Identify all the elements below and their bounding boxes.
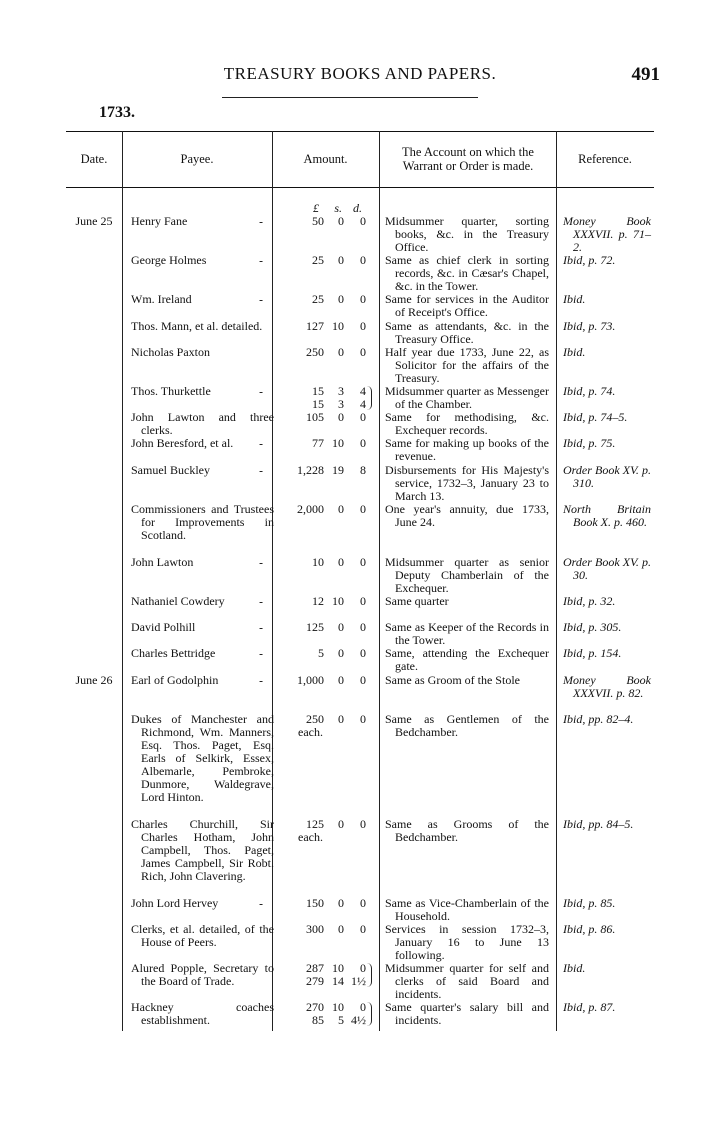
amount-line: [272, 1014, 374, 1027]
row-account: [385, 1001, 549, 1027]
row-account-text: Same as Vice-Chamberlain of the Household.: [385, 896, 549, 923]
row-payee-text: Henry Fane: [131, 214, 188, 228]
leader-dash: -: [259, 647, 264, 661]
row-payee: [131, 647, 274, 660]
row-amount: [272, 254, 374, 267]
amount-pounds: 15: [312, 384, 324, 398]
row-amount: [272, 293, 374, 306]
amount-pounds: 50: [312, 214, 324, 228]
amount-shillings: 10: [332, 1000, 344, 1014]
row-reference: [563, 293, 651, 306]
amount-line: [272, 897, 374, 910]
row-reference: [563, 897, 651, 910]
row-account-text: Same quarter's salary bill and incidents.: [385, 1000, 549, 1027]
running-title: TREASURY BOOKS AND PAPERS.: [223, 64, 497, 83]
row-account: [385, 411, 549, 437]
page-number: 491: [631, 64, 660, 85]
amount-pounds: 5: [318, 646, 324, 660]
row-account-text: Same as Keeper of the Records in the Tower.: [385, 620, 549, 647]
amount-pounds: 150: [306, 896, 324, 910]
amount-shillings: 19: [332, 463, 344, 477]
amount-shillings: 3: [338, 384, 344, 398]
row-date: June 26: [75, 673, 113, 687]
amount-pounds: 25: [312, 292, 324, 306]
row-amount: [272, 962, 374, 988]
amount-pence: 8: [360, 463, 366, 477]
leader-dash: -: [259, 293, 264, 307]
amount-line: [272, 621, 374, 634]
row-reference: [563, 464, 651, 490]
row-reference-text: Ibid, p. 74.: [563, 384, 616, 398]
year-label: 1733.: [99, 104, 135, 121]
row-reference-text: Ibid, p. 75.: [563, 436, 616, 450]
row-account-text: Same quarter: [385, 594, 449, 608]
row-amount: [272, 674, 374, 687]
amount-note: each.: [298, 830, 323, 844]
row-payee-text: Thos. Mann, et al. detailed.: [131, 319, 263, 333]
row-payee-text: Samuel Buckley: [131, 463, 210, 477]
row-payee: [131, 254, 274, 267]
row-payee: [131, 897, 274, 910]
amount-line: [272, 713, 374, 726]
row-account: [385, 503, 549, 529]
row-reference: [563, 713, 651, 726]
row-payee: [131, 437, 274, 450]
amount-pence: 4: [360, 397, 366, 411]
amount-line: [272, 975, 374, 988]
row-reference: [563, 346, 651, 359]
row-account: [385, 385, 549, 411]
amount-pounds: 125: [306, 817, 324, 831]
amount-pounds: 1,000: [297, 673, 324, 687]
table-header-rule: [66, 187, 654, 188]
row-reference: [563, 818, 651, 831]
row-reference-text: Ibid, p. 72.: [563, 253, 616, 267]
row-payee: [131, 595, 274, 608]
amount-line: [272, 503, 374, 516]
row-payee: [131, 818, 274, 883]
amount-pounds: 77: [312, 436, 324, 450]
amount-pence: 0: [360, 214, 366, 228]
row-account-text: Same as Grooms of the Bedchamber.: [385, 817, 549, 844]
row-amount: [272, 385, 374, 411]
row-amount: [272, 897, 374, 910]
column-header-payee: Payee.: [180, 152, 214, 166]
row-reference-text: Money Book XXXVII. p. 82.: [563, 673, 651, 700]
amount-pence: 4: [360, 384, 366, 398]
row-payee: [131, 411, 274, 437]
amount-shillings: 0: [338, 620, 344, 634]
leader-dash: -: [259, 254, 264, 268]
amount-line: [272, 437, 374, 450]
row-account-text: Half year due 1733, June 22, as Solicitor for the affairs of the Treasury.: [385, 345, 549, 385]
amount-line: [272, 293, 374, 306]
amount-shillings: 0: [338, 253, 344, 267]
leader-dash: -: [259, 621, 264, 635]
row-reference: [563, 962, 651, 975]
row-payee-text: Nathaniel Cowdery: [131, 594, 225, 608]
row-amount: [272, 503, 374, 516]
amount-pence: 0: [360, 712, 366, 726]
row-account: [385, 556, 549, 595]
amount-shillings: 0: [338, 214, 344, 228]
row-account-text: Midsummer quarter as senior Deputy Chamberlain of the Exchequer.: [385, 555, 549, 595]
row-account: [385, 674, 549, 687]
pence-unit: d.: [353, 201, 362, 215]
row-account: [385, 254, 549, 293]
row-date: June 25: [75, 214, 113, 228]
row-payee-text: Nicholas Paxton: [131, 345, 210, 359]
row-amount: [272, 411, 374, 424]
row-reference: [563, 556, 651, 582]
amount-pounds: 105: [306, 410, 324, 424]
row-payee: [131, 962, 274, 988]
leader-dash: -: [259, 464, 264, 478]
row-amount: [272, 713, 374, 739]
row-payee-text: John Lord Hervey: [131, 896, 219, 910]
row-payee-text: David Polhill: [131, 620, 196, 634]
amount-pence: 0: [360, 292, 366, 306]
amount-pence: 0: [360, 961, 366, 975]
row-payee: [131, 621, 274, 634]
row-payee: [131, 385, 274, 398]
row-reference: [563, 215, 651, 254]
row-payee: [131, 674, 274, 687]
row-account: [385, 346, 549, 385]
row-amount: [272, 464, 374, 477]
row-account: [385, 437, 549, 463]
column-header-reference: Reference.: [578, 152, 632, 166]
amount-line: [272, 464, 374, 477]
row-payee-text: Earl of Godolphin: [131, 673, 219, 687]
amount-pence: 0: [360, 502, 366, 516]
row-reference: [563, 923, 651, 936]
amount-shillings: 0: [338, 673, 344, 687]
row-payee: [131, 320, 274, 333]
row-reference-text: Order Book XV. p. 30.: [563, 555, 651, 582]
leader-dash: -: [259, 385, 264, 399]
row-payee: [131, 1001, 274, 1027]
row-payee-text: Alured Popple, Secretary to the Board of Trade.: [131, 961, 274, 988]
amount-shillings: 0: [338, 646, 344, 660]
row-account-text: Same for making up books of the revenue.: [385, 436, 549, 463]
amount-pounds: 250: [306, 345, 324, 359]
amount-pounds: 15: [312, 397, 324, 411]
amount-shillings: 0: [338, 345, 344, 359]
row-reference: [563, 503, 651, 529]
pounds-unit: £: [313, 201, 319, 215]
amount-line: [272, 647, 374, 660]
amount-line: [272, 595, 374, 608]
column-divider: [379, 131, 380, 1031]
row-reference: [563, 437, 651, 450]
row-account-text: Same as Groom of the Stole: [385, 673, 520, 687]
amount-shillings: 0: [338, 817, 344, 831]
row-payee-text: John Lawton: [131, 555, 194, 569]
row-payee: [131, 503, 274, 542]
amount-pence: 0: [360, 896, 366, 910]
leader-dash: -: [259, 674, 264, 688]
column-header-date: Date.: [80, 152, 108, 166]
row-account-text: Disbursements for His Majesty's service, 1732–3, January 23 to March 13.: [385, 463, 549, 503]
row-account: [385, 647, 549, 673]
row-account: [385, 897, 549, 923]
amount-pence: 0: [360, 410, 366, 424]
amount-pence: 0: [360, 319, 366, 333]
amount-pence: 1½: [351, 974, 366, 988]
row-account-text: Same for services in the Auditor of Receipt's Office.: [385, 292, 549, 319]
row-account: [385, 621, 549, 647]
row-account-text: Midsummer quarter as Messenger of the Chamber.: [385, 384, 549, 411]
amount-pence: 0: [360, 646, 366, 660]
row-account-text: Same for methodising, &c. Exchequer records.: [385, 410, 549, 437]
amount-pounds: 2,000: [297, 502, 324, 516]
amount-brace: [366, 963, 372, 987]
row-reference-text: Ibid, p. 32.: [563, 594, 616, 608]
row-account-text: Midsummer quarter, sorting books, &c. in the Treasury Office.: [385, 214, 549, 254]
row-payee-text: John Beresford, et al.: [131, 436, 234, 450]
amount-pounds: 10: [312, 555, 324, 569]
row-reference-text: Ibid, p. 85.: [563, 896, 616, 910]
row-account: [385, 320, 549, 346]
row-account: [385, 215, 549, 254]
amount-pence: 0: [360, 673, 366, 687]
amount-pence: 0: [360, 620, 366, 634]
row-reference: [563, 411, 651, 424]
amount-line: [272, 674, 374, 687]
leader-dash: -: [259, 595, 264, 609]
amount-pounds: 127: [306, 319, 324, 333]
row-account-text: Same as attendants, &c. in the Treasury Office.: [385, 319, 549, 346]
amount-pounds: 250: [306, 712, 324, 726]
column-header-amount: Amount.: [303, 152, 348, 166]
row-account-text: One year's annuity, due 1733, June 24.: [385, 502, 549, 529]
row-account: [385, 818, 549, 844]
row-reference-text: Ibid, p. 74–5.: [563, 410, 628, 424]
amount-line: [272, 818, 374, 831]
row-payee: [131, 923, 274, 949]
amount-pence: 0: [360, 594, 366, 608]
amount-pounds: 25: [312, 253, 324, 267]
row-reference: [563, 385, 651, 398]
amount-pence: 0: [360, 436, 366, 450]
row-reference: [563, 320, 651, 333]
amount-shillings: 0: [338, 712, 344, 726]
amount-line: [272, 320, 374, 333]
row-reference-text: Money Book XXXVII. p. 71–2.: [563, 214, 651, 254]
leader-dash: -: [259, 556, 264, 570]
amount-shillings: 3: [338, 397, 344, 411]
row-reference-text: Ibid.: [563, 292, 586, 306]
leader-dash: -: [259, 437, 264, 451]
amount-shillings: 10: [332, 436, 344, 450]
amount-shillings: 0: [338, 292, 344, 306]
row-payee-text: Charles Bettridge: [131, 646, 216, 660]
amount-pounds: 287: [306, 961, 324, 975]
row-amount: [272, 647, 374, 660]
amount-pence: 0: [360, 345, 366, 359]
row-amount: [272, 595, 374, 608]
row-amount: [272, 1001, 374, 1027]
row-account: [385, 464, 549, 503]
row-reference-text: Order Book XV. p. 310.: [563, 463, 651, 490]
row-account: [385, 962, 549, 1001]
row-payee: [131, 556, 274, 569]
row-amount: [272, 923, 374, 936]
amount-shillings: 10: [332, 961, 344, 975]
row-payee-text: Wm. Ireland: [131, 292, 192, 306]
amount-pence: 0: [360, 817, 366, 831]
amount-line: [272, 411, 374, 424]
amount-pence: 0: [360, 253, 366, 267]
amount-shillings: 0: [338, 555, 344, 569]
row-reference-text: Ibid, p. 154.: [563, 646, 622, 660]
row-reference-text: Ibid, p. 73.: [563, 319, 616, 333]
row-reference: [563, 254, 651, 267]
amount-pence: 0: [360, 922, 366, 936]
amount-shillings: 10: [332, 594, 344, 608]
row-reference-text: North Britain Book X. p. 460.: [563, 502, 651, 529]
header-rule: [222, 97, 478, 98]
row-payee: [131, 464, 274, 477]
row-reference-text: Ibid, p. 86.: [563, 922, 616, 936]
amount-line: [272, 923, 374, 936]
row-reference: [563, 595, 651, 608]
row-account-text: Services in session 1732–3, January 16 to June 13 following.: [385, 922, 549, 962]
row-reference-text: Ibid.: [563, 961, 586, 975]
leader-dash: -: [259, 215, 264, 229]
amount-shillings: 0: [338, 896, 344, 910]
row-payee-text: Clerks, et al. detailed, of the House of Peers.: [131, 922, 274, 949]
row-amount: [272, 621, 374, 634]
amount-shillings: 0: [338, 502, 344, 516]
row-account: [385, 713, 549, 739]
column-divider: [556, 131, 557, 1031]
shillings-unit: s.: [334, 201, 342, 215]
row-reference: [563, 674, 651, 700]
row-payee-text: John Lawton and three clerks.: [131, 410, 274, 437]
running-head: [0, 64, 720, 88]
amount-brace: [366, 1002, 372, 1026]
row-amount: [272, 437, 374, 450]
amount-pounds: 279: [306, 974, 324, 988]
row-account-text: Same, attending the Exchequer gate.: [385, 646, 549, 673]
amount-brace: [366, 386, 372, 410]
amount-pounds: 12: [312, 594, 324, 608]
row-payee-text: Dukes of Manchester and Richmond, Wm. Manners, Esq. Thos. Paget, Esq. Earls of Selkirk, Essex, Albemarle, Pembroke, Dunmore, Waldegrave, Lord Hinton.: [131, 712, 274, 804]
amount-line: [272, 346, 374, 359]
row-payee-text: Charles Churchill, Sir Charles Hotham, John Campbell, Thos. Paget, James Campbell, Sir Robt. Rich, John Clavering.: [131, 817, 274, 883]
row-payee-text: Thos. Thurkettle: [131, 384, 211, 398]
amount-line: [272, 215, 374, 228]
amount-shillings: 5: [338, 1013, 344, 1027]
row-payee-text: Hackney coaches establishment.: [131, 1000, 274, 1027]
row-amount: [272, 346, 374, 359]
row-account: [385, 595, 549, 608]
amount-pounds: 85: [312, 1013, 324, 1027]
row-reference: [563, 647, 651, 660]
row-reference-text: Ibid, pp. 82–4.: [563, 712, 634, 726]
row-amount: [272, 556, 374, 569]
row-reference-text: Ibid, p. 305.: [563, 620, 622, 634]
row-payee: [131, 346, 274, 359]
row-reference-text: Ibid.: [563, 345, 586, 359]
row-reference: [563, 1001, 651, 1014]
row-account: [385, 293, 549, 319]
amount-line: [272, 556, 374, 569]
amount-shillings: 0: [338, 922, 344, 936]
amount-pence: 0: [360, 555, 366, 569]
row-payee: [131, 215, 274, 228]
row-account: [385, 923, 549, 962]
row-payee: [131, 713, 274, 804]
amount-pounds: 125: [306, 620, 324, 634]
amount-pounds: 300: [306, 922, 324, 936]
row-payee-text: George Holmes: [131, 253, 207, 267]
amount-pence: 4½: [351, 1013, 366, 1027]
amount-note: each.: [298, 725, 323, 739]
row-account-text: Midsummer quarter for self and clerks of said Board and incidents.: [385, 961, 549, 1001]
column-header-account: The Account on which the Warrant or Order is made.: [402, 145, 534, 173]
row-reference-text: Ibid, p. 87.: [563, 1000, 616, 1014]
row-account-text: Same as Gentlemen of the Bedchamber.: [385, 712, 549, 739]
leader-dash: -: [259, 897, 264, 911]
row-reference-text: Ibid, pp. 84–5.: [563, 817, 634, 831]
amount-pounds: 270: [306, 1000, 324, 1014]
amount-line: [272, 254, 374, 267]
row-reference: [563, 621, 651, 634]
row-account-text: Same as chief clerk in sorting records, &c. in Cæsar's Chapel, &c. in the Tower.: [385, 253, 549, 293]
row-amount: [272, 818, 374, 844]
column-divider: [122, 131, 123, 1031]
row-payee-text: Commissioners and Trustees for Improvements in Scotland.: [131, 502, 274, 542]
amount-pounds: 1,228: [297, 463, 324, 477]
amount-shillings: 0: [338, 410, 344, 424]
amount-shillings: 14: [332, 974, 344, 988]
amount-shillings: 10: [332, 319, 344, 333]
amount-pence: 0: [360, 1000, 366, 1014]
row-amount: [272, 215, 374, 228]
row-payee: [131, 293, 274, 306]
row-amount: [272, 320, 374, 333]
